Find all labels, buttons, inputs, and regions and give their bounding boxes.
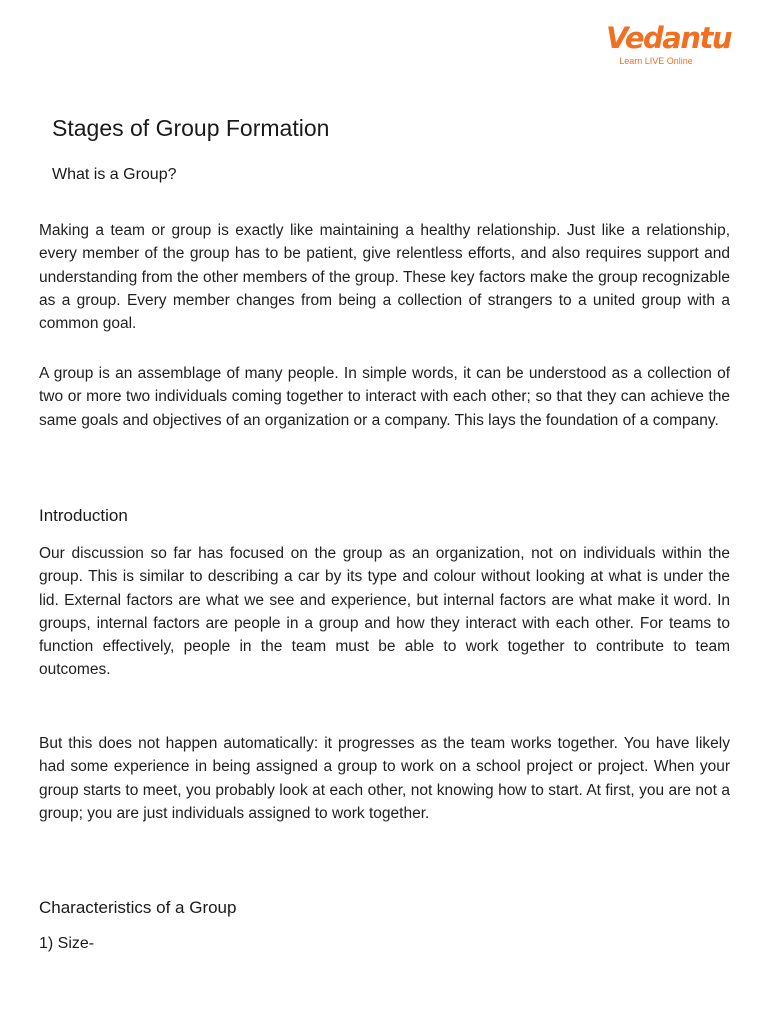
logo-wordmark: Vedantu <box>606 21 731 55</box>
paragraph-introduction-2: But this does not happen automatically: it progresses as the team works together. You have likely had some experience in being assigned a group to work on a school project or project. When your group starts to meet, you probably look at each other, not knowing how to start. At first, you are not a group; you are just individuals assigned to work together. <box>39 735 730 822</box>
logo-tagline: Learn LIVE Online <box>619 56 693 66</box>
paragraph-group-definition-1: Making a team or group is exactly like maintaining a healthy relationship. Just like a relationship, every member of the group has to be patient, give relentless efforts, and also requires support and understanding from the other members of the group. These key factors make the group recognizable as a group. Every member changes from being a collection of strangers to a united group with a common goal. <box>39 222 730 333</box>
paragraph-group-definition-2: A group is an assemblage of many people. In simple words, it can be understood as a collection of two or more two individuals coming together to interact with each other; so that they can achieve the same goals and objectives of an organization or a company. This lays the foundation of a company. <box>39 365 730 429</box>
paragraph-introduction-1: Our discussion so far has focused on the group as an organization, not on individuals within the group. This is similar to describing a car by its type and colour without looking at what is under the lid. External factors are what we see and experience, but internal factors are what make it word. In groups, internal factors are people in a group and how they interact with each other. For teams to function effectively, people in the team must be able to work together to contribute to team outcomes. <box>39 545 730 679</box>
vedantu-logo <box>606 21 731 67</box>
page-title: Stages of Group Formation <box>52 115 330 141</box>
list-item-size: 1) Size- <box>39 935 95 952</box>
section-heading-characteristics: Characteristics of a Group <box>39 898 237 917</box>
section-heading-what-is-a-group: What is a Group? <box>52 166 177 183</box>
section-heading-introduction: Introduction <box>39 506 128 525</box>
